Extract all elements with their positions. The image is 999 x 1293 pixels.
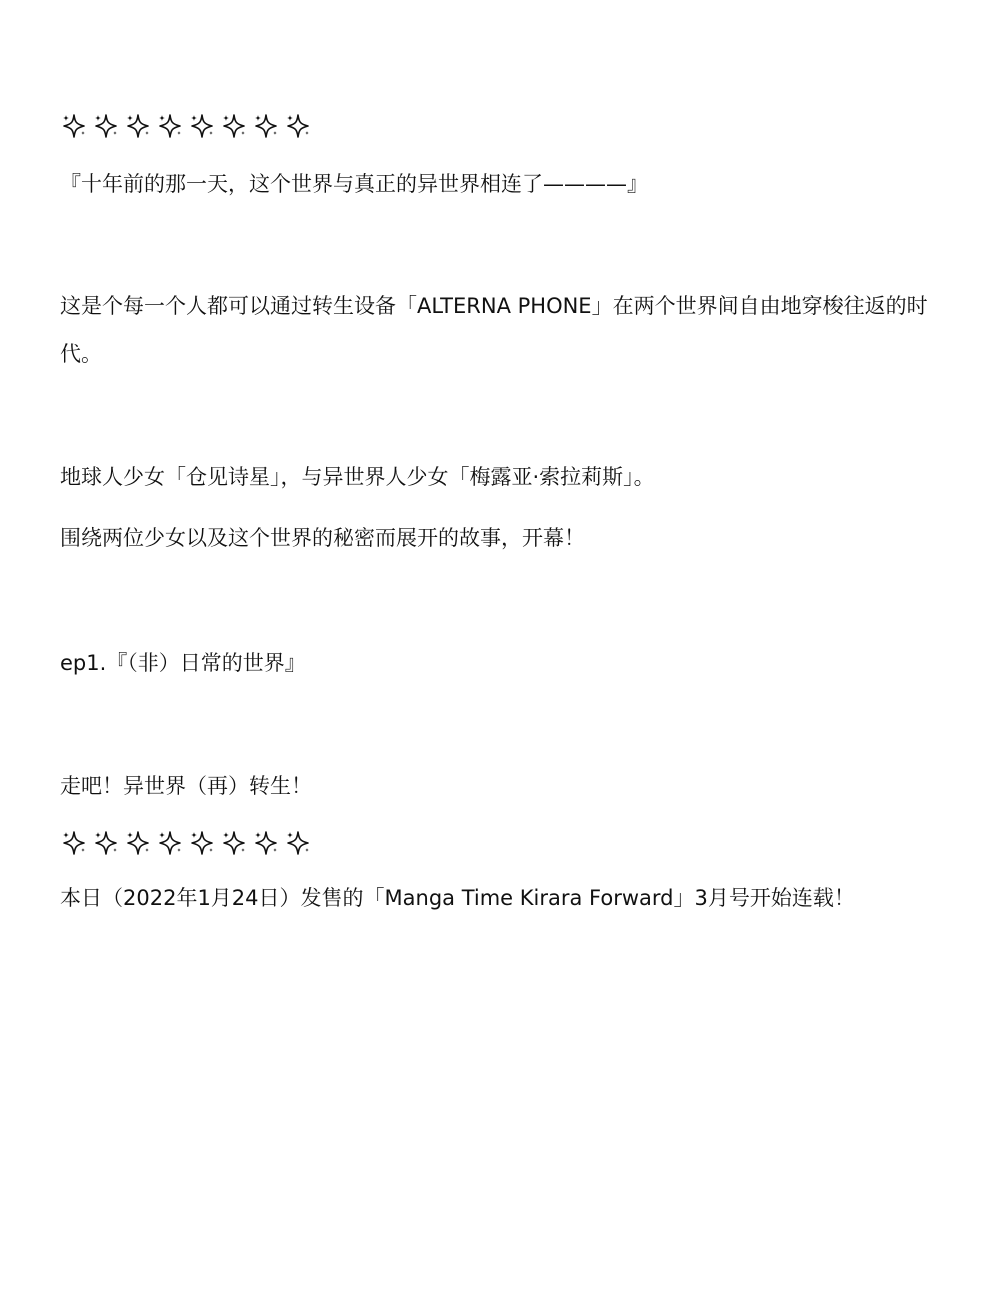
sparkle-icon bbox=[220, 829, 248, 857]
sparkle-icon bbox=[60, 829, 88, 857]
sparkle-icon bbox=[188, 829, 216, 857]
sparkle-icon bbox=[60, 112, 88, 140]
sparkle-icon bbox=[284, 112, 312, 140]
sparkle-icon bbox=[124, 829, 152, 857]
tagline: 走吧！异世界（再）转生！ bbox=[60, 774, 312, 798]
sparkle-icon bbox=[252, 829, 280, 857]
sparkle-icon bbox=[156, 112, 184, 140]
sparkle-icon bbox=[124, 112, 152, 140]
episode-title: ep1.『（非）日常的世界』 bbox=[60, 651, 306, 675]
paragraph-alterna-phone: 这是个每一个人都可以通过转生设备「ALTERNA PHONE」在两个世界间自由地穿梭往返的时代。 bbox=[60, 294, 928, 366]
sparkle-icon bbox=[220, 112, 248, 140]
paragraph-story-opening: 围绕两位少女以及这个世界的秘密而展开的故事，开幕！ bbox=[60, 526, 585, 550]
paragraph-characters: 地球人少女「仓见诗星」，与异世界人少女「梅露亚·索拉莉斯」。 bbox=[60, 465, 655, 489]
sparkle-icon bbox=[284, 829, 312, 857]
sparkle-icon bbox=[92, 829, 120, 857]
sparkle-icon bbox=[188, 112, 216, 140]
sparkle-icon bbox=[156, 829, 184, 857]
sparkle-icon bbox=[92, 112, 120, 140]
decorative-stars-top bbox=[60, 112, 312, 140]
intro-quote: 『十年前的那一天，这个世界与真正的异世界相连了————』 bbox=[60, 172, 648, 196]
sparkle-icon bbox=[252, 112, 280, 140]
release-note: 本日（2022年1月24日）发售的「Manga Time Kirara Forward」3月号开始连载！ bbox=[60, 886, 855, 910]
decorative-stars-bottom bbox=[60, 829, 312, 857]
